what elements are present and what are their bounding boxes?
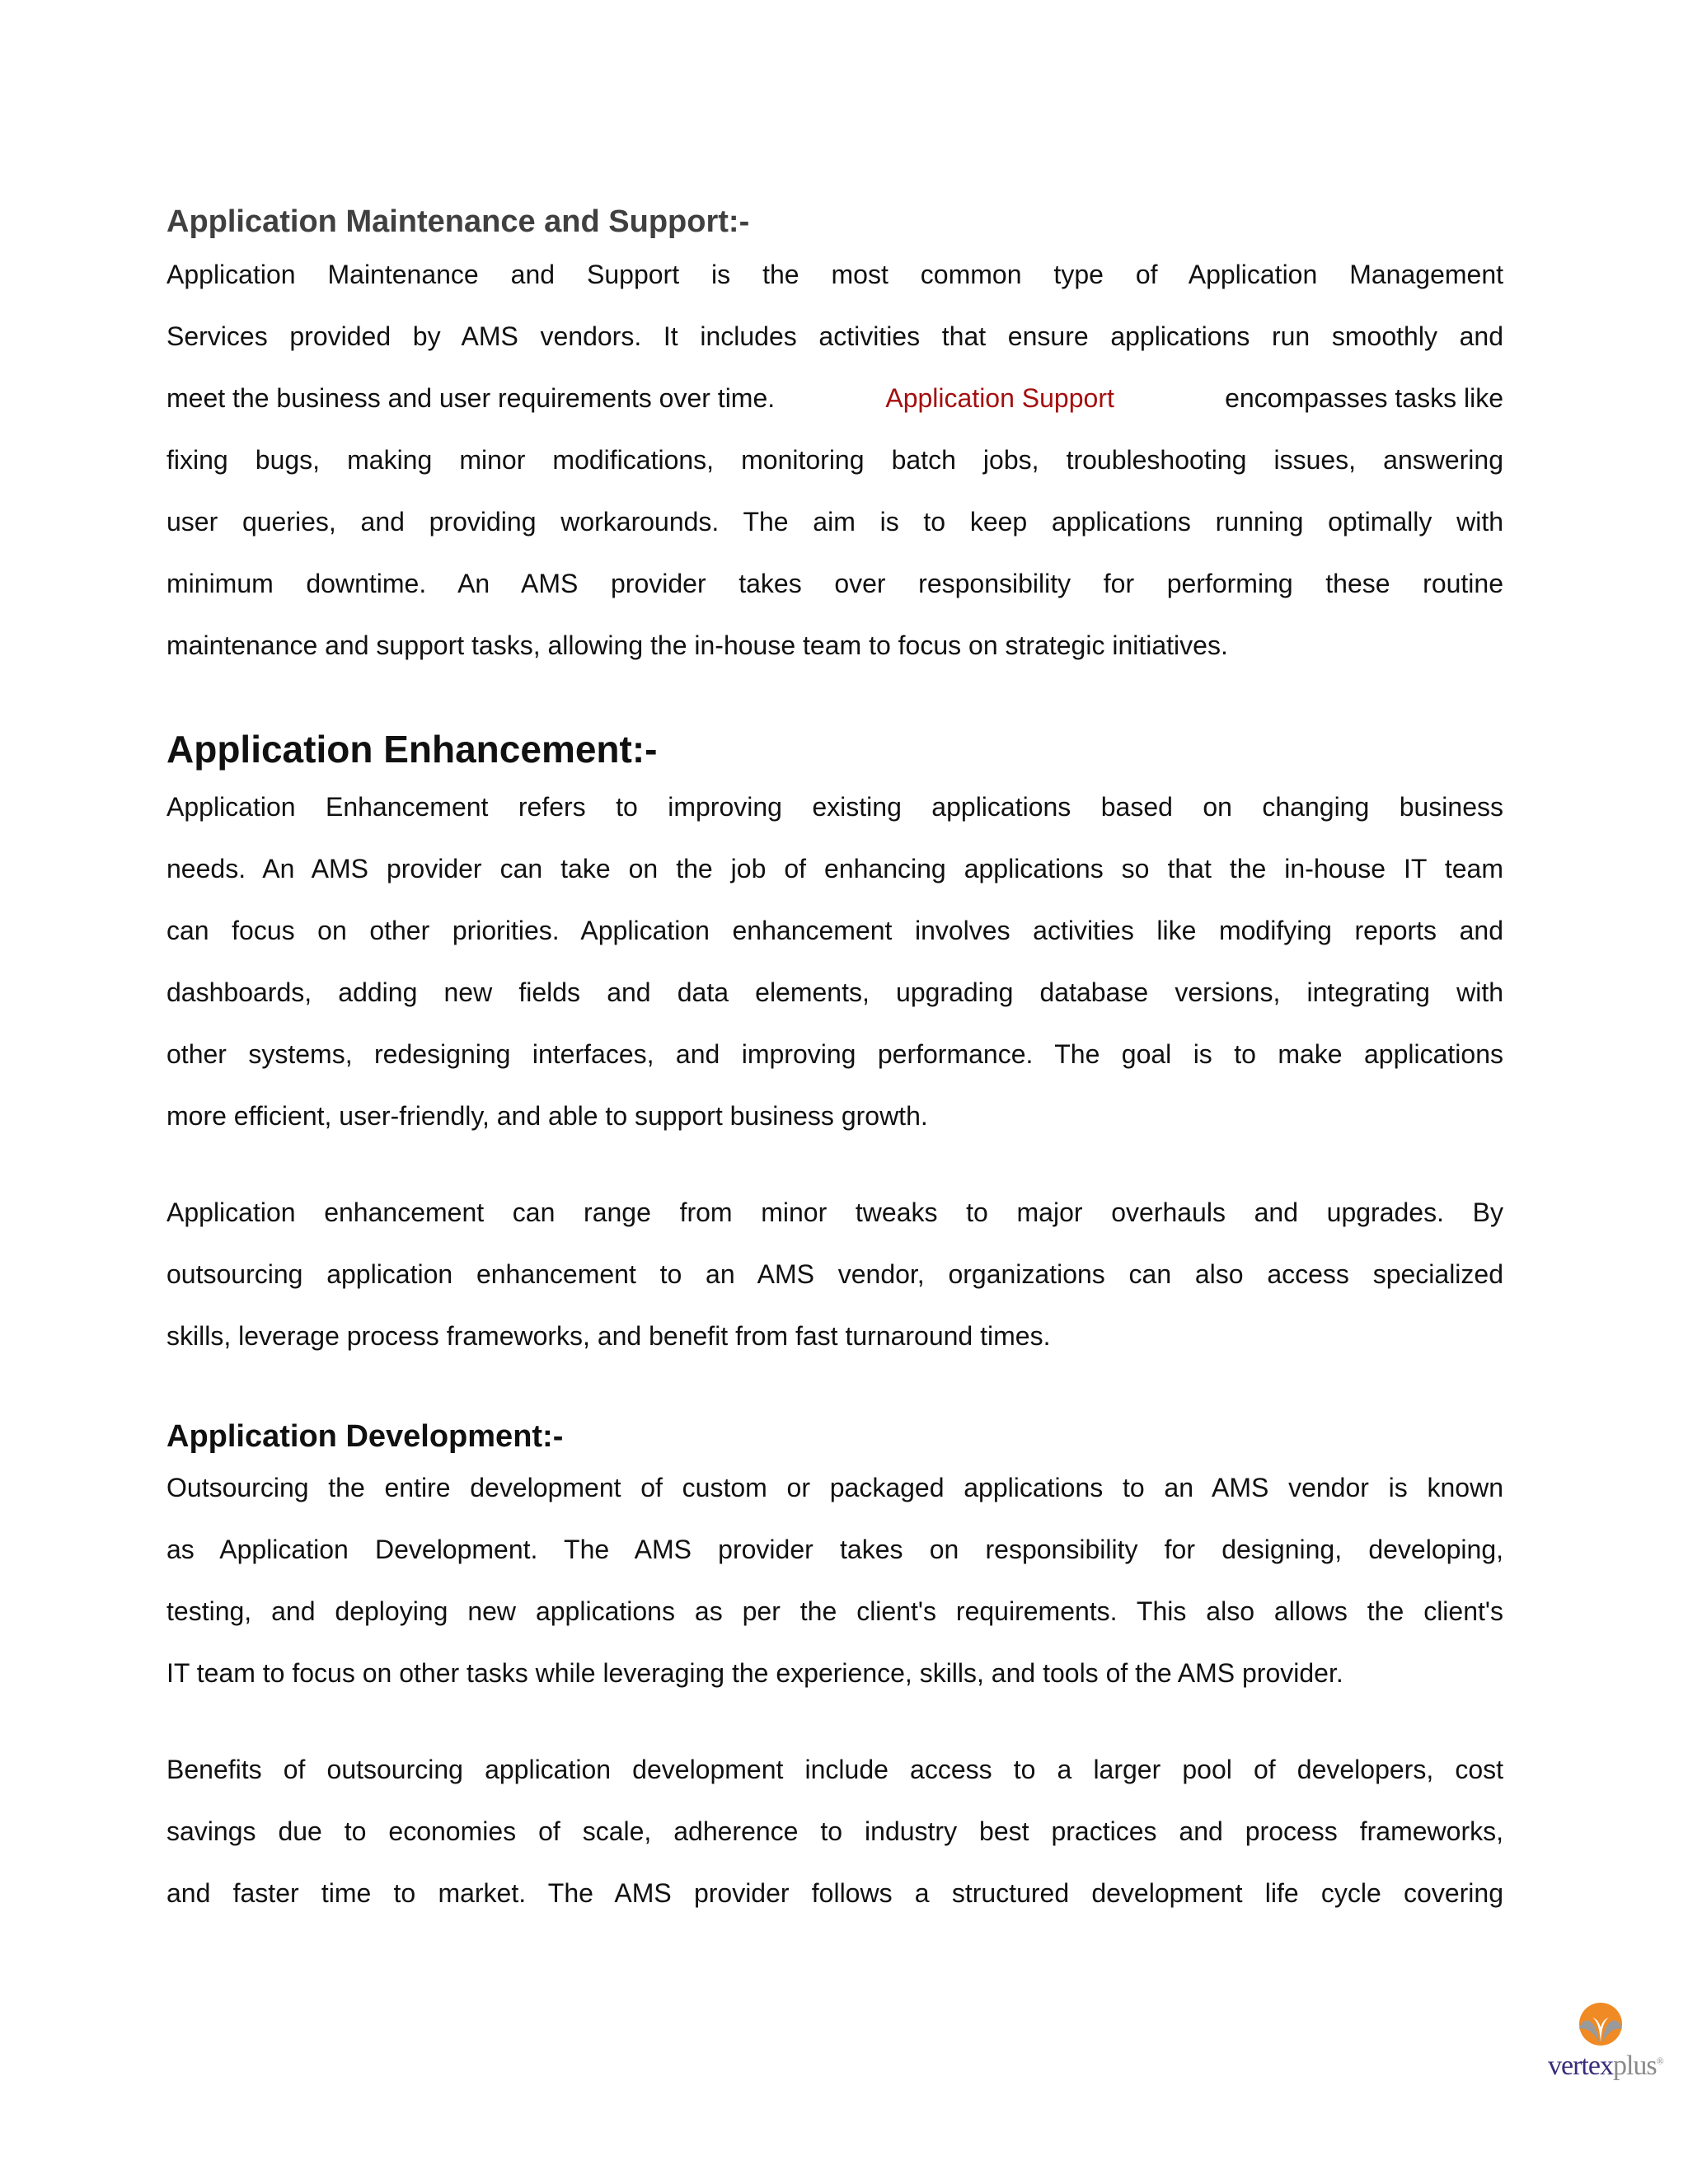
paragraph-maintenance-support: Application Maintenance and Support is the most common type of Application Management Services provided by AMS vendors. It includes activities that ensure applications run smoothly and meet the business and user requirements over time. Application Support encompasses tasks like fixing bugs, making minor modifications, monitoring batch jobs, troubleshooting issues, answering user queries, and providing workarounds. The aim is to keep applications running optimally with minimum downtime. An AMS provider takes over responsibility for performing these routine maintenance and support tasks, allowing the in-house team to focus on strategic initiatives. xyxy=(166,260,1503,660)
heading-enhancement: Application Enhancement:- xyxy=(166,728,658,771)
paragraph-development-1: Outsourcing the entire development of custom or packaged applications to an AMS vendor is known as Application Development. The AMS provider takes on responsibility for designing, developing, testing, and deploying new applications as per the client's requirements. This also allows the client's IT team to focus on other tasks while leveraging the experience, skills, and tools of the AMS provider. xyxy=(166,1473,1503,1688)
paragraph-development-2: Benefits of outsourcing application development include access to a larger pool of developers, cost savings due to economies of scale, adherence to industry best practices and process frameworks, and faster time to market. The AMS provider follows a structured development life cycle covering xyxy=(166,1755,1503,1908)
paragraph-enhancement-2: Application enhancement can range from minor tweaks to major overhauls and upgrades. By outsourcing application enhancement to an AMS vendor, organizations can also access specialized skills, leverage process frameworks, and benefit from fast turnaround times. xyxy=(166,1197,1503,1351)
logo-mark-icon xyxy=(1568,2001,1634,2050)
paragraph-enhancement-1: Application Enhancement refers to improving existing applications based on changing business needs. An AMS provider can take on the job of enhancing applications so that the in-house IT team can focus on other priorities. Application enhancement involves activities like modifying reports and dashboards, adding new fields and data elements, upgrading database versions, integrating with other systems, redesigning interfaces, and improving performance. The goal is to make applications more efficient, user-friendly, and able to support business growth. xyxy=(166,792,1503,1131)
heading-maintenance-support: Application Maintenance and Support:- xyxy=(166,204,750,239)
application-support-link[interactable]: Application Support xyxy=(885,383,1114,413)
heading-development: Application Development:- xyxy=(166,1419,564,1454)
vertexplus-logo: vertexplus® xyxy=(1548,2001,1663,2083)
